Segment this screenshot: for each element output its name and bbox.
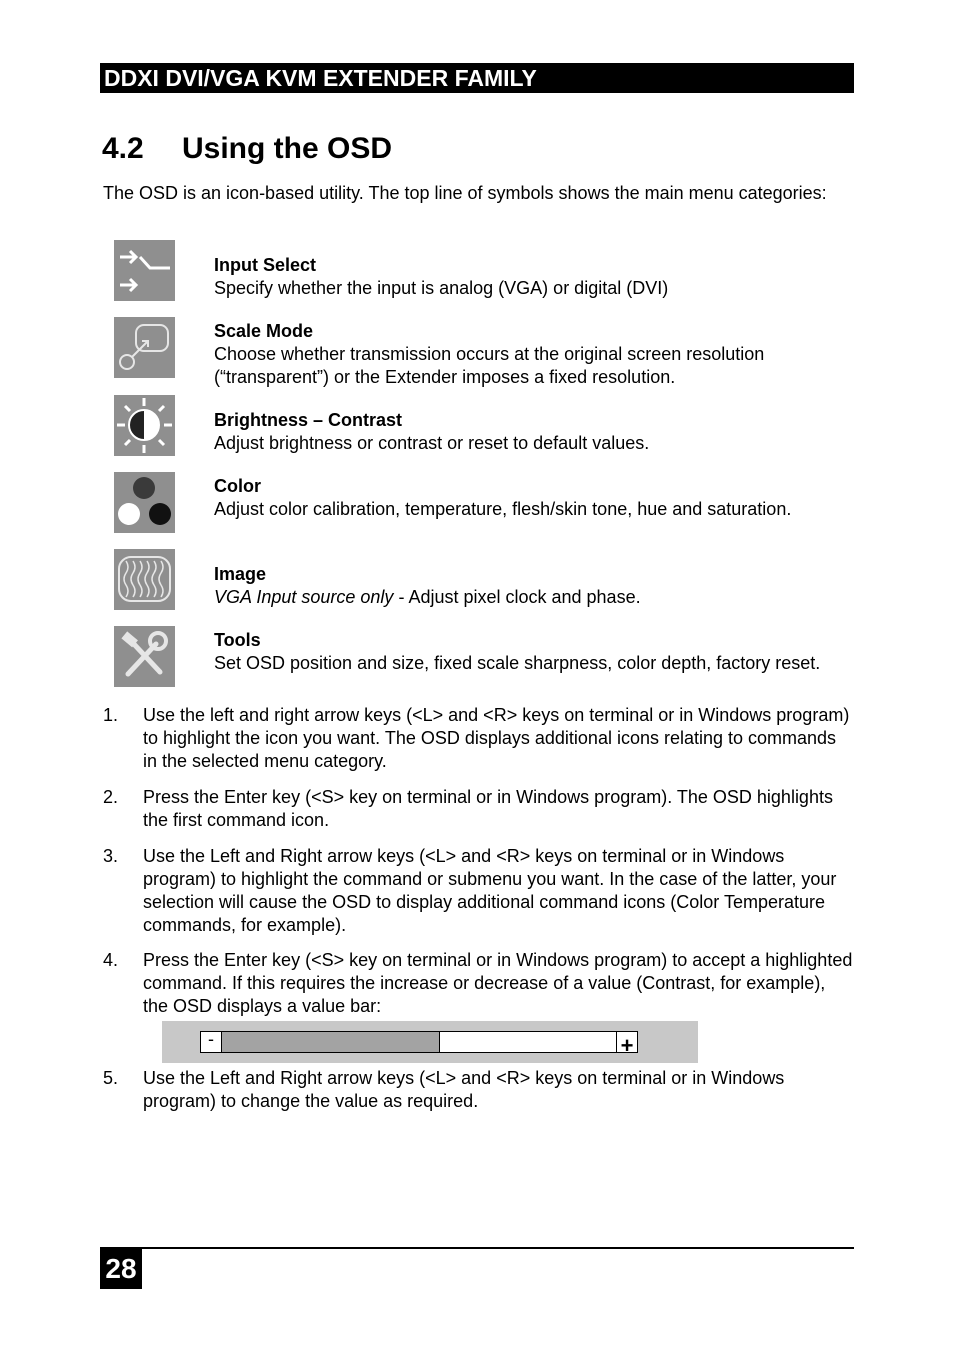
scale-mode-icon bbox=[114, 317, 175, 378]
footer-rule bbox=[100, 1247, 854, 1249]
menu-item-description bbox=[214, 586, 844, 609]
menu-item-input-select bbox=[214, 254, 844, 300]
menu-item-description: Adjust color calibration, temperature, flesh/skin tone, hue and saturation. bbox=[214, 499, 792, 519]
intro-paragraph: The OSD is an icon-based utility. The top line of symbols shows the main menu categories: bbox=[103, 183, 827, 203]
menu-item-title: Input Select bbox=[214, 255, 317, 275]
value-bar-minus: - bbox=[201, 1032, 222, 1052]
step-text: Use the Left and Right arrow keys (<L> and <R> keys on terminal or in Windows program) to change the value as required. bbox=[143, 1068, 785, 1111]
section-title: Using the OSD bbox=[182, 132, 393, 165]
step-text: Press the Enter key (<S> key on terminal or in Windows program) to accept a highlighted command. If this requires the increase or decrease of a value (Contrast, for example), the OSD displays a value bar: bbox=[143, 950, 853, 1016]
menu-item-description: Choose whether transmission occurs at the original screen resolution (“transparent”) or the Extender imposes a fixed resolution. bbox=[214, 344, 765, 387]
menu-item-tools bbox=[214, 629, 844, 675]
menu-item-title: Color bbox=[214, 476, 261, 496]
menu-item-image bbox=[214, 563, 844, 609]
menu-item-color bbox=[214, 475, 844, 521]
color-icon bbox=[114, 472, 175, 533]
document-header: DDXI DVI/VGA KVM EXTENDER FAMILY bbox=[100, 63, 854, 93]
step-text: Press the Enter key (<S> key on terminal or in Windows program). The OSD highlights the first command icon. bbox=[143, 787, 833, 830]
step-text: Use the Left and Right arrow keys (<L> and <R> keys on terminal or in Windows program) to highlight the command or submenu you want. In the case of the latter, your selection will cause the OSD to display additional command icons (Color Temperature commands, for example). bbox=[143, 846, 837, 935]
menu-item-brightness-contrast bbox=[214, 409, 844, 455]
menu-item-title: Scale Mode bbox=[214, 321, 314, 341]
menu-item-description: Adjust brightness or contrast or reset to default values. bbox=[214, 433, 650, 453]
step-number: 3. bbox=[103, 846, 119, 866]
value-bar bbox=[162, 1021, 698, 1063]
value-bar-track bbox=[200, 1029, 638, 1058]
image-icon bbox=[114, 549, 175, 610]
menu-item-description: Specify whether the input is analog (VGA) or digital (DVI) bbox=[214, 278, 669, 298]
step-number: 5. bbox=[103, 1068, 119, 1088]
section-number: 4.2 bbox=[102, 132, 144, 165]
tools-icon bbox=[114, 626, 175, 687]
menu-item-title: Tools bbox=[214, 630, 261, 650]
menu-item-description: Set OSD position and size, fixed scale sharpness, color depth, factory reset. bbox=[214, 653, 821, 673]
value-bar-fill bbox=[222, 1032, 440, 1052]
menu-item-description-italic: VGA Input source only bbox=[214, 587, 394, 607]
step-number: 1. bbox=[103, 705, 119, 725]
page-number: 28 bbox=[100, 1249, 142, 1289]
input-select-icon bbox=[114, 240, 175, 301]
menu-item-title: Brightness – Contrast bbox=[214, 410, 403, 430]
step-text: Use the left and right arrow keys (<L> and <R> keys on terminal or in Windows program) to highlight the icon you want. The OSD displays additional icons relating to commands in the selected menu category. bbox=[143, 705, 850, 771]
step-number: 2. bbox=[103, 787, 119, 807]
step-number: 4. bbox=[103, 950, 119, 970]
brightness-contrast-icon bbox=[114, 395, 175, 456]
menu-item-title: Image bbox=[214, 564, 267, 584]
section-heading bbox=[102, 132, 392, 166]
menu-item-description-rest: - Adjust pixel clock and phase. bbox=[393, 587, 641, 607]
value-bar-plus: + bbox=[616, 1032, 637, 1052]
menu-item-scale-mode bbox=[214, 320, 844, 389]
